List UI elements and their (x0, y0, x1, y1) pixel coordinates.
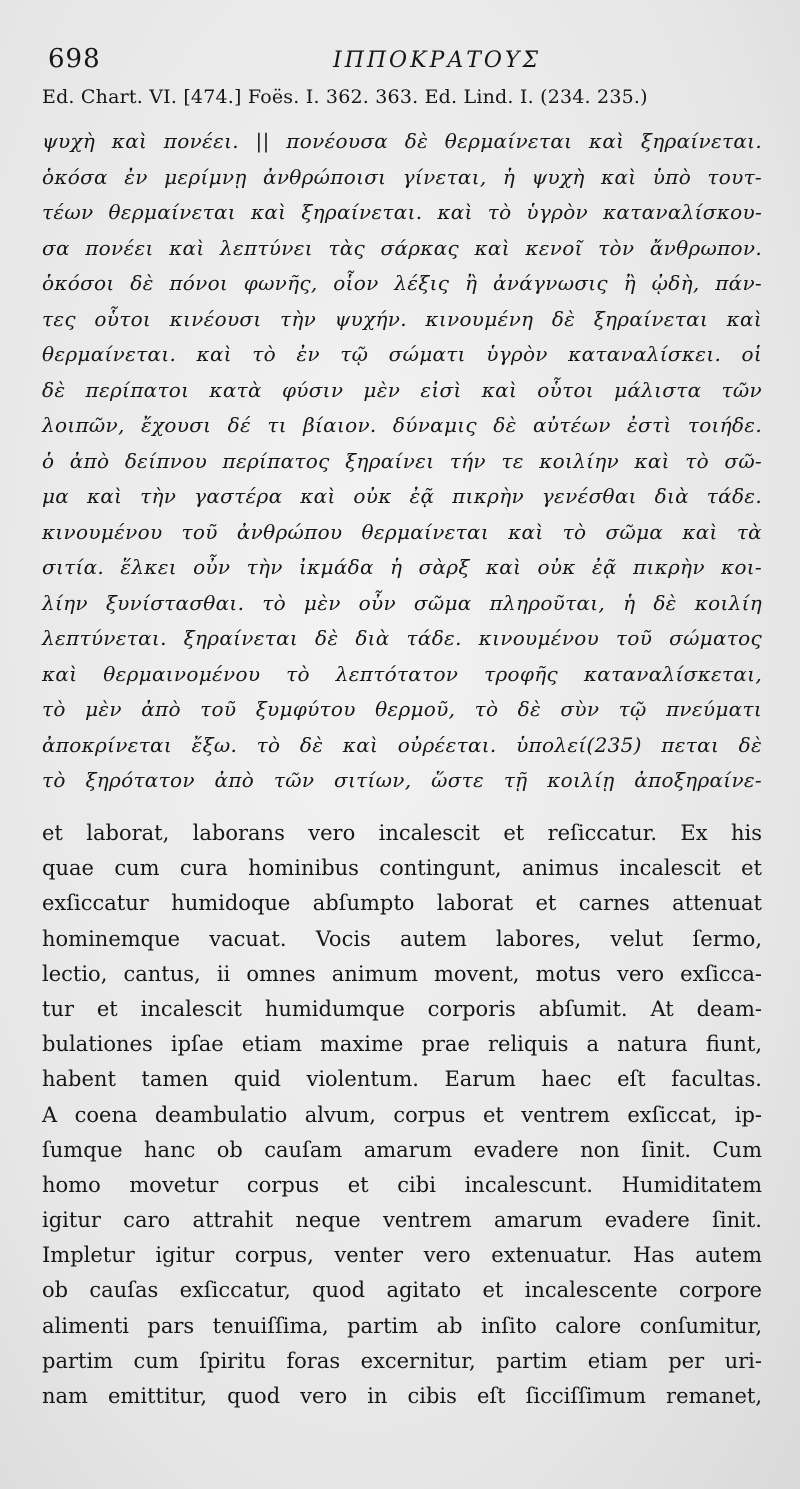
latin-line: homo movetur corpus et cibi incalescunt. Humiditatem (42, 1172, 762, 1197)
running-head: ΙΠΠΟΚΡΑΤΟΥΣ (333, 48, 542, 73)
greek-line: σα πονέει καὶ λεπτύνει τὰς σάρκας καὶ κενοῖ τὸν ἄνθρωπον. (42, 235, 762, 260)
page-number: 698 (48, 44, 101, 74)
latin-line: quae cum cura hominibus contingunt, animus incalescit et (42, 856, 762, 881)
latin-line: partim cum ſpiritu foras excernitur, partim etiam per uri- (42, 1348, 762, 1373)
latin-line: Impletur igitur corpus, venter vero extenuatur. Has autem (42, 1243, 762, 1268)
greek-line: ὁ ἀπὸ δείπνου περίπατος ξηραίνει τήν τε κοιλίην καὶ τὸ σῶ- (42, 448, 762, 473)
latin-line: habent tamen quid violentum. Earum haec eſt facultas. (42, 1067, 762, 1092)
greek-line: ἀποκρίνεται ἔξω. τὸ δὲ καὶ οὐρέεται. ὑπολεί(235) πεται δὲ (42, 732, 762, 757)
greek-line: ὁκόσα ἐν μερίμνῃ ἀνθρώποισι γίνεται, ἡ ψυχὴ καὶ ὑπὸ τουτ- (42, 164, 762, 189)
latin-line: lectio, cantus, ii omnes animum movent, motus vero exſicca- (42, 961, 762, 986)
latin-line: ſumque hanc ob cauſam amarum evadere non ſinit. Cum (42, 1137, 762, 1162)
greek-line: τες οὗτοι κινέουσι τὴν ψυχήν. κινουμένη δὲ ξηραίνεται καὶ (42, 306, 762, 331)
latin-line: bulationes ipſae etiam maxime prae reliquis a natura fiunt, (42, 1032, 762, 1057)
greek-text-block (42, 124, 762, 799)
latin-line: alimenti pars tenuiſſima, partim ab inſito calore conſumitur, (42, 1313, 762, 1338)
latin-line: ob cauſas exſiccatur, quod agitato et incalescente corpore (42, 1278, 762, 1303)
greek-line: λίην ξυνίστασθαι. τὸ μὲν οὖν σῶμα πληροῦται, ἡ δὲ κοιλίη (42, 590, 762, 615)
greek-line: θερμαίνεται. καὶ τὸ ἐν τῷ σώματι ὑγρὸν καταναλίσκει. οἱ (42, 342, 762, 366)
greek-line: λοιπῶν, ἔχουσι δέ τι βίαιον. δύναμις δὲ αὐτέων ἐστὶ τοιήδε. (42, 413, 762, 437)
greek-line: σιτία. ἕλκει οὖν τὴν ἰκμάδα ἡ σὰρξ καὶ οὐκ ἐᾷ πικρὴν κοι- (42, 555, 762, 579)
greek-line: ψυχὴ καὶ πονέει. || πονέουσα δὲ θερμαίνεται καὶ ξηραίνεται. (42, 129, 762, 153)
latin-line: exſiccatur humidoque abſumpto laborat et carnes attenuat (42, 891, 762, 916)
latin-line: A coena deambulatio alvum, corpus et ventrem exſiccat, ip- (42, 1102, 762, 1127)
greek-line: δὲ περίπατοι κατὰ φύσιν μὲν εἰσὶ καὶ οὗτοι μάλιστα τῶν (42, 377, 762, 402)
greek-line: τὸ μὲν ἀπὸ τοῦ ξυμφύτου θερμοῦ, τὸ δὲ σὺν τῷ πνεύματι (42, 697, 762, 721)
greek-line: τὸ ξηρότατον ἀπὸ τῶν σιτίων, ὥστε τῇ κοιλίῃ ἀποξηραίνε- (42, 768, 762, 792)
page-header (48, 44, 760, 78)
greek-line: μα καὶ τὴν γαστέρα καὶ οὐκ ἐᾷ πικρὴν γενέσθαι διὰ τάδε. (42, 484, 762, 508)
greek-line: κινουμένου τοῦ ἀνθρώπου θερμαίνεται καὶ τὸ σῶμα καὶ τὰ (42, 519, 762, 544)
latin-line: igitur caro attrahit neque ventrem amarum evadere ſinit. (42, 1208, 762, 1233)
edition-reference: Ed. Chart. VI. [474.] Foës. I. 362. 363. Ed. Lind. I. (234. 235.) (42, 86, 648, 108)
latin-line: hominemque vacuat. Vocis autem labores, velut ſermo, (42, 926, 762, 951)
greek-line: ὁκόσοι δὲ πόνοι φωνῆς, οἷον λέξις ἢ ἀνάγνωσις ἢ ᾠδὴ, πάν- (42, 271, 762, 295)
greek-line: λεπτύνεται. ξηραίνεται δὲ διὰ τάδε. κινουμένου τοῦ σώματος (42, 626, 762, 650)
greek-line: καὶ θερμαινομένου τὸ λεπτότατον τροφῆς καταναλίσκεται, (42, 661, 762, 686)
latin-translation-block (42, 816, 762, 1414)
greek-line: τέων θερμαίνεται καὶ ξηραίνεται. καὶ τὸ ὑγρὸν καταναλίσκου- (42, 200, 762, 224)
latin-line: tur et incalescit humidumque corporis abſumit. At deam- (42, 996, 762, 1021)
latin-line: et laborat, laborans vero incalescit et reſiccatur. Ex his (42, 821, 762, 845)
latin-line: nam emittitur, quod vero in cibis eſt ſicciſſimum remanet, (42, 1384, 762, 1408)
